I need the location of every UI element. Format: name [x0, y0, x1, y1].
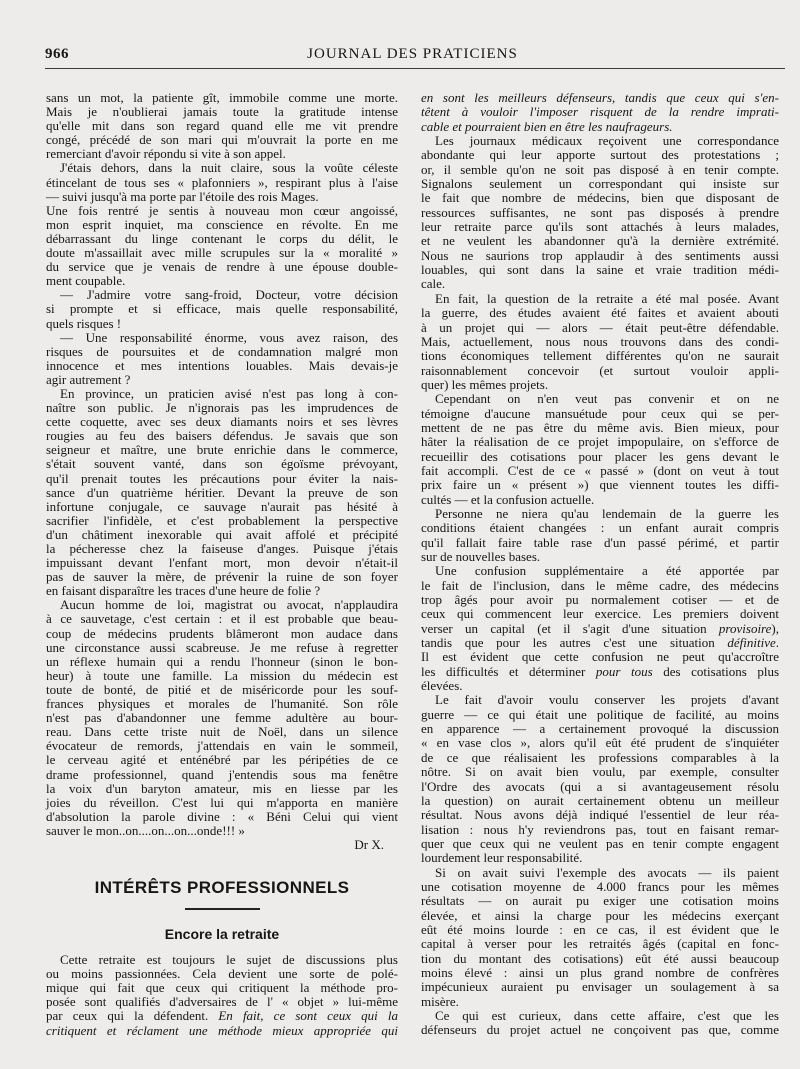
text-line: prix faire un « présent ») que viennent toutes les diffi- [421, 477, 779, 493]
text-span: ), [771, 620, 779, 636]
text-line: s'était souvent vanté, dans son égoïsme prévoyant, [46, 456, 398, 472]
journal-title: JOURNAL DES PRATICIENS [307, 46, 518, 62]
text-line: quer que ceux qui ne veulent pas en tenir compte engagent [421, 835, 779, 851]
paragraph [421, 1009, 779, 1038]
text-line: une circonstance aussi scabreuse. Je me refuse à regretter [46, 639, 398, 655]
text-line: résultats — on aurait pu exiger une cotisation moins [421, 893, 779, 909]
text-line: quels risques ! [46, 315, 122, 331]
text-line: élevées. [421, 678, 463, 694]
text-line: raisonnablement concevoir (et surtout vouloir appli- [421, 362, 779, 378]
text-line: congé, précédé de son mari qui m'ouvrait la porte en me [46, 132, 398, 148]
text-line [421, 622, 779, 636]
italic-text: cable et pourraient bien en être les naufrageurs. [421, 118, 673, 134]
text-line: Nous ne saurions trop applaudir à des sentiments aussi [421, 247, 779, 263]
paragraph [421, 564, 779, 693]
paragraph [46, 331, 398, 387]
text-line: remerciant d'avoir répondu si vite à son appel. [46, 146, 286, 162]
italic-text: têtent à vouloir l'imposer risquent de la rendre imprati- [421, 104, 779, 120]
text-line: qu'il fallait faire table rase d'un passé périmé, et partir [421, 534, 779, 550]
page-number: 966 [45, 46, 69, 62]
text-line: rougies au feu des baisers défendus. Je savais que son [46, 428, 398, 444]
text-line: lisation : nous h'y reviendrons pas, tout en faisant remar- [421, 821, 779, 837]
text-line: de ce que réalisaient les professions comparables à la [421, 749, 779, 765]
text-line: en faisant disparaître les traces d'une heure de folie ? [46, 583, 321, 599]
text-line: lourdement leur responsabilité. [421, 850, 583, 866]
text-span: des cotisations plus [652, 663, 779, 679]
story-continuation [46, 91, 398, 838]
text-line: sans un mot, la patiente gît, immobile comme une morte. [46, 90, 398, 105]
text-span: . [775, 635, 779, 651]
text-line: défenseurs du projet actuel ne conçoivent pas que, comme [421, 1022, 779, 1038]
text-line: frances physiques et morales de l'humanité. Son rôle [46, 696, 398, 712]
text-line: la voix d'un baryton amateur, mis en liesse par les [46, 780, 398, 796]
text-line: quer) les mêmes projets. [421, 376, 549, 392]
text-line: sur de nouvelles bases. [421, 549, 541, 564]
italic-text: en sont les meilleurs défenseurs, tandis que ceux qui s'en- [421, 90, 779, 105]
text-line: étincelant de tous ses « plafonniers », respirant plus à l'aise [46, 174, 398, 190]
text-line: ressources suffisantes, ne sont pas disposés à prendre [421, 204, 779, 220]
text-line: Cependant on n'en veut pas convenir et on ne [435, 391, 779, 407]
paragraph [421, 392, 779, 507]
text-line: trop âgés pour avoir pu normalement cotiser — et de [421, 592, 779, 608]
text-line: agir autrement ? [46, 371, 131, 387]
text-line: tion du montant des cotisations) eût été aussi beaucoup [421, 950, 779, 966]
text-line: louables, qui sont dans la saine et vraie tradition médi- [421, 262, 779, 278]
text-line: naître son public. Je n'ignorais pas les imprudences de [46, 400, 398, 416]
italic-text: pour tous [595, 663, 653, 679]
text-line: sacrifier l'infidèle, et c'est probablement la perspective [46, 512, 398, 528]
text-line [46, 1024, 398, 1038]
text-line: mique qui fait que ceux qui critiquent la méthode pro- [46, 980, 398, 996]
text-line: du service que je venais de rendre à une épouse double- [46, 259, 398, 275]
text-line: cultés — et la confusion actuelle. [421, 491, 595, 507]
text-line: Une fois rentré je sentis à nouveau mon cœur angoissé, [46, 202, 398, 218]
text-line: tions économiques tellement différentes qu'on ne saurait [421, 348, 779, 364]
text-line [421, 636, 779, 650]
text-line: posée sont qualifiés d'adversaires de l' « objet » lui-même [46, 994, 398, 1010]
text-line: Mais, actuellement, nous nous trouvons dans des condi- [421, 333, 779, 349]
paragraph [421, 292, 779, 392]
text-line: une cotisation moyenne de 4.000 francs pour les mêmes [421, 878, 779, 894]
paragraph [421, 134, 779, 292]
text-line: n'est pas d'abandonner une femme adultère au bour- [46, 710, 398, 726]
text-line: à ce sauvetage, c'est certain : et il est probable que beau- [46, 611, 398, 627]
text-line: coup de médecins prudents blâmeront mon audace dans [46, 625, 398, 641]
text-line: évocateur de remords, j'attendais en vain le sommeil, [46, 738, 398, 754]
paragraph [46, 387, 398, 598]
text-line: impécunieux auraient pu envisager un soulagement à sa [421, 979, 779, 995]
paragraph [46, 91, 398, 161]
text-line: à un projet qui — alors — était peut-être défendable. [421, 319, 779, 335]
text-line: seigneur et maître, une brute enrichie dans le commerce, [46, 442, 398, 458]
text-line: nôtre. Si on avait bien voulu, par exemple, consulter [421, 764, 779, 780]
text-line: Aucun homme de loi, magistrat ou avocat, n'applaudira [60, 597, 398, 613]
text-line: — suivi jusqu'à ma porte par l'étoile des rois Mages. [46, 188, 319, 204]
header-rule [45, 68, 785, 69]
text-line: sauver le mon..on....on...on...onde!!! » [46, 822, 245, 838]
text-line: un réflexe humain qui a rendu l'honneur (sinon le bon- [46, 653, 398, 669]
text-line [421, 91, 779, 105]
text-line: Personne ne niera qu'au lendemain de la guerre les [435, 505, 779, 521]
text-line: ou moins passionnées. Cela devient une sorte de polé- [46, 966, 398, 982]
right-column [421, 91, 779, 1038]
text-line: fait accompli. C'est de ce « passé » (dont on veut à tout [421, 462, 779, 478]
paragraph [421, 507, 779, 564]
article-title: Encore la retraite [164, 926, 280, 943]
text-line: Il est évident que cette confusion ne peut qu'accroître [421, 649, 779, 665]
text-line: si prompte et si efficace, mais quelle responsabilité, [46, 301, 398, 317]
text-line: cette coquette, avec ses deux diamants noirs et ses lèvres [46, 414, 398, 430]
text-line: misère. [421, 993, 459, 1009]
article-body-left [46, 953, 398, 1038]
text-line: et ne veulent les abandonner qu'à la dernière extrémité. [421, 233, 779, 249]
text-line: la question) on aurait certainement obtenu un meilleur [421, 792, 779, 808]
text-line: ment coupable. [46, 273, 126, 289]
text-line: Une confusion supplémentaire a été apportée par [435, 563, 779, 579]
text-line: leur retraite parce qu'ils sont attachés à leurs malades, [421, 219, 779, 235]
text-line: J'étais dehors, dans la nuit claire, sous la voûte céleste [60, 160, 398, 176]
text-line: cale. [421, 276, 446, 292]
text-line: innocence et mes intentions louables. Mais devais-je [46, 357, 398, 373]
text-line: qu'il prenait toutes les précautions pour éviter la nais- [46, 470, 398, 486]
text-line [421, 665, 779, 679]
text-line: capital à verser pour les retraités âgés (capital en fonc- [421, 936, 779, 952]
text-line: résultat. Nous avons déjà indiqué l'essentiel de leur réa- [421, 807, 779, 823]
text-line: infortune conjugale, ce sauvage n'aurait pas hésité à [46, 498, 398, 514]
section-professional-interests [46, 878, 398, 1038]
text-line: la pécheresse chez la faiseuse d'anges. Puisque j'étais [46, 541, 398, 556]
text-line: — Une responsabilité énorme, vous avez raison, des [60, 329, 398, 345]
text-line [46, 1009, 398, 1023]
text-line: le fait que nombre de médecins, bien que disposant de [421, 190, 779, 206]
paragraph [46, 288, 398, 330]
text-line: mon esprit inquiet, ma conscience en révolte. En me [46, 216, 398, 232]
text-line: élevée, et ainsi la charge pour les médecins exerçant [421, 907, 779, 923]
text-line: pas de sauver la mère, de prévenir la ruine de son foyer [46, 569, 398, 585]
text-span: verser un capital (et il s'agit d'une situation [421, 620, 719, 636]
text-line: mettent de ne pas être du même avis. Bien mieux, pour [421, 419, 779, 435]
text-line: sance d'un quatrième héritier. Devant la preuve de son [46, 484, 398, 500]
text-line: ceux qui commencent leur exercice. Les premiers doivent [421, 606, 779, 622]
text-line: drame professionnel, quand j'entendis sous ma fenêtre [46, 766, 398, 782]
text-line: or, il semble qu'on ne soit pas disposé à en tenir compte. [421, 161, 779, 177]
text-line: risques de poursuites et de condamnation malgré mon [46, 343, 398, 359]
text-line: guerre — ce qui était une politique de facilité, au moins [421, 706, 779, 722]
italic-text: critiquent et réclament une méthode mieux appropriée qui [46, 1022, 398, 1038]
italic-text: provisoire [718, 620, 772, 636]
paragraph [421, 866, 779, 1009]
text-span: les difficultés et déterminer [421, 663, 596, 679]
paragraph [421, 693, 779, 865]
text-line: d'un châtiment inexorable qui avait affolé et précipité [46, 526, 398, 542]
text-line: Cette retraite est toujours le sujet de discussions plus [60, 952, 398, 968]
text-line: la guerre, des études avaient été faites et avaient abouti [421, 305, 779, 321]
text-line [421, 120, 779, 134]
italic-text: En fait, ce sont ceux qui la [218, 1008, 398, 1024]
text-line: témoigne d'aucune mansuétude pour ceux qui se per- [421, 405, 779, 421]
paragraph [46, 161, 398, 203]
text-line: reau. Dans cette triste nuit de Noël, dans un silence [46, 724, 398, 740]
text-line: joies du réveillon. C'est lui qui m'apporta en manière [46, 794, 398, 810]
text-line: en apparence — a certainement provoqué la discussion [421, 721, 779, 737]
text-line: qu'elle mit dans son regard quand elle me vit prendre [46, 118, 398, 134]
text-line: conditions étaient changées : un enfant aurait compris [421, 520, 779, 536]
text-line: recueillir des cotisations pour placer les gens devant le [421, 448, 779, 464]
text-line: En fait, la question de la retraite a été mal posée. Avant [435, 290, 779, 306]
text-line: Signalons seulement un correspondant qui insiste sur [421, 176, 779, 192]
text-line: moins élevé : ainsi un plus grand nombre de confrères [421, 964, 779, 980]
paragraph [46, 953, 398, 1038]
text-line: Les journaux médicaux reçoivent une correspondance [435, 133, 779, 149]
paragraph [421, 91, 779, 134]
paragraph [46, 204, 398, 289]
text-line: Mais je n'oublierai jamais toute la gratitude intense [46, 104, 398, 120]
text-line: Ce qui est curieux, dans cette affaire, c'est que les [435, 1008, 779, 1023]
text-line: eût été moins lourde : en ce cas, il est évident que le [421, 921, 779, 937]
text-line: heur) à toute une famille. La mission du médecin est [46, 667, 398, 683]
text-line: « en vase clos », alors qu'il eût été prudent de s'inquiéter [421, 735, 779, 751]
text-line: impuissant devant l'enfant mort, mon devoir n'était-il [46, 555, 398, 571]
text-line [421, 105, 779, 119]
text-span: tandis que pour les autres c'est une situation [421, 635, 728, 651]
article-body-right [421, 91, 779, 1038]
text-line: Le fait d'avoir voulu conserver les projets d'avant [435, 692, 779, 708]
section-heading: INTÉRÊTS PROFESSIONNELS [94, 878, 350, 898]
signature: Dr X. [354, 836, 384, 852]
paragraph [46, 598, 398, 838]
text-line: abondante qui leur apporte surtout des protestations ; [421, 147, 779, 163]
text-line: — J'admire votre sang-froid, Docteur, votre décision [60, 287, 398, 303]
text-line: débarrassant du linge contenant le corps du délit, le [46, 230, 398, 246]
text-line: l'Ordre des avocats (qui a si avantageusement résolu [421, 778, 779, 794]
text-line: hâter la réalisation de ce projet impopulaire, on s'efforce de [421, 434, 779, 450]
text-line: toute de bonté, de pitié et de miséricorde pour les souf- [46, 681, 398, 697]
text-line: le cerveau agité et enténébré par les péripéties de ce [46, 752, 398, 768]
left-column [46, 91, 398, 1038]
text-line: le fait de l'inclusion, dans le même cadre, des médecins [421, 577, 779, 593]
text-span: par ceux qui la défendent. [46, 1008, 219, 1024]
heading-rule [185, 908, 260, 910]
text-line: Si on avait suivi l'exemple des avocats — ils paient [435, 864, 779, 880]
text-line: doute m'assaillait avec mille scrupules sur la « moralité » [46, 245, 398, 261]
italic-text: définitive [727, 635, 776, 651]
text-line: En province, un praticien avisé n'est pas long à con- [60, 385, 398, 401]
text-line: d'absolution la parole divine : « Béni Celui qui vient [46, 808, 398, 824]
